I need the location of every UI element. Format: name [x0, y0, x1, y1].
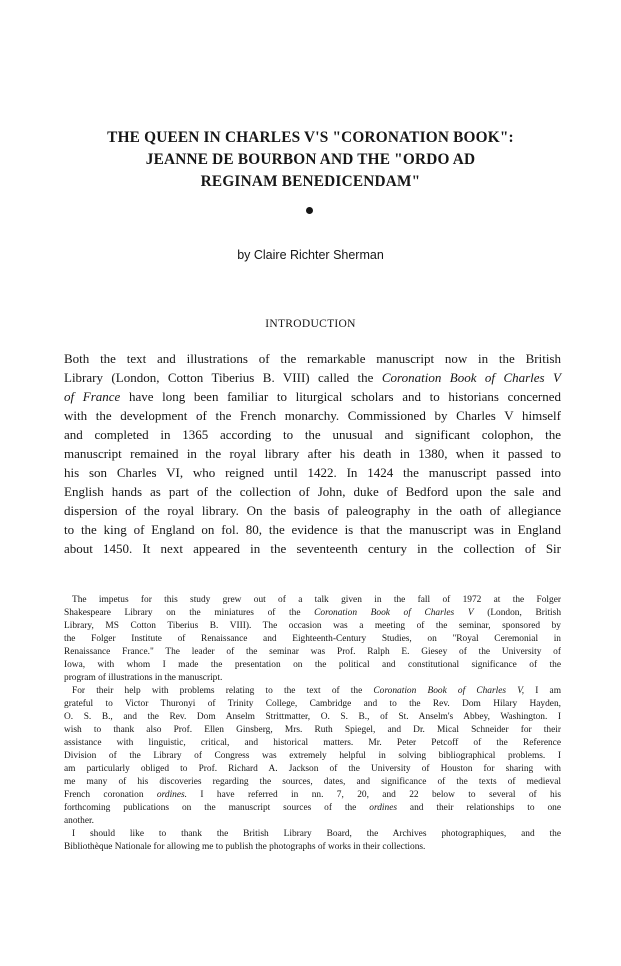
- ornament-bullet: [306, 207, 313, 214]
- text-run: English hands as part of the collection of John, duke of Bedford upon the sale and: [64, 484, 561, 499]
- title-line-3: REGINAM BENEDICENDAM": [200, 173, 421, 190]
- title-line-2: JEANNE DE BOURBON AND THE "ORDO AD: [145, 151, 476, 168]
- text-run: his son Charles VI, who reigned until 1422. In 1424 the manuscript passed into: [64, 465, 561, 480]
- body-text-line: [64, 501, 561, 520]
- footnote-line: [64, 802, 561, 815]
- footnote-line: [64, 737, 561, 750]
- footnote-line: [64, 620, 561, 633]
- text-run: Iowa, with whom I made the presentation on the political and constitutional significance of the: [64, 660, 561, 670]
- footnote-line: [64, 776, 561, 789]
- body-text-line: [64, 539, 561, 558]
- italic-title-text: ordines.: [156, 790, 188, 800]
- author-byline: by Claire Richter Sherman: [237, 248, 384, 262]
- italic-title-text: Coronation Book of Charles V,: [373, 686, 525, 696]
- text-run: with the development of the French monarchy. Commissioned by Charles V himself: [64, 408, 561, 423]
- text-run: Shakespeare Library on the miniatures of the: [64, 608, 315, 618]
- text-run: the Folger Institute of Renaissance and Eighteenth-Century Studies, on "Royal Ceremonial in: [64, 634, 561, 644]
- text-run: to the king of England on fol. 80, the evidence is that the manuscript was in England: [64, 522, 561, 537]
- footnote-line: [64, 698, 561, 711]
- footnote-line: [64, 789, 561, 802]
- italic-title-text: Coronation Book of Charles V: [381, 370, 561, 385]
- body-text-line: [64, 349, 561, 368]
- article-title: [0, 127, 621, 193]
- footnote-line: [64, 763, 561, 776]
- italic-title-text: Coronation Book of Charles V: [314, 608, 474, 618]
- text-run: Library, MS Cotton Tiberius B. VIII). The occasion was a meeting of the seminar, sponsored by: [64, 621, 561, 631]
- text-run: grateful to Victor Thuronyi of Trinity College, Cambridge and to the Rev. Dom Hilary Hayden,: [64, 699, 561, 709]
- body-text-line: [64, 406, 561, 425]
- italic-title-text: of France: [64, 389, 121, 404]
- text-run: and their relationships to one: [397, 803, 561, 813]
- text-run: have long been familiar to liturgical scholars and to historians concerned: [120, 389, 562, 404]
- text-run: French coronation: [64, 790, 157, 800]
- footnote: [64, 594, 561, 854]
- text-run: another.: [64, 816, 94, 826]
- footnote-line: [64, 841, 561, 854]
- text-run: manuscript remained in the royal library after his death in 1380, when it passed to: [64, 446, 561, 461]
- footnote-line: [64, 724, 561, 737]
- footnote-line: [64, 672, 561, 685]
- text-run: me many of his discoveries regarding the sources, dates, and significance of the texts of medieval: [64, 777, 561, 787]
- footnote-line: [64, 828, 561, 841]
- text-run: program of illustrations in the manuscript.: [64, 673, 223, 683]
- text-run: Bibliothèque Nationale for allowing me to publish the photographs of works in their collections.: [64, 842, 426, 852]
- text-run: dispersion of the royal library. On the basis of paleography in the oath of allegiance: [64, 503, 561, 518]
- text-run: I have referred in nn. 7, 20, and 22 below to several of his: [187, 790, 561, 800]
- text-run: For their help with problems relating to the text of the: [72, 686, 374, 696]
- text-run: (London, British: [473, 608, 562, 618]
- title-line-1: THE QUEEN IN CHARLES V'S "CORONATION BOOK":: [107, 129, 514, 146]
- footnote-line: [64, 750, 561, 763]
- body-text: [64, 349, 561, 558]
- footnote-line: [64, 711, 561, 724]
- text-run: Library (London, Cotton Tiberius B. VIII) called the: [64, 370, 382, 385]
- body-text-line: [64, 482, 561, 501]
- body-text-line: [64, 387, 561, 406]
- text-run: O. S. B., and the Rev. Dom Anselm Strittmatter, O. S. B., of St. Anselm's Abbey, Washington. I: [64, 712, 561, 722]
- text-run: forthcoming publications on the manuscript sources of the: [64, 803, 370, 813]
- text-run: I should like to thank the British Library Board, the Archives photographiques, and the: [72, 829, 561, 839]
- text-run: Division of the Library of Congress was extremely helpful in solving bibliographical problems. I: [64, 751, 561, 761]
- footnote-line: [64, 815, 561, 828]
- body-text-line: [64, 520, 561, 539]
- footnote-line: [64, 685, 561, 698]
- text-run: about 1450. It next appeared in the seventeenth century in the collection of Sir: [64, 541, 561, 556]
- text-run: I am: [524, 686, 561, 696]
- italic-title-text: ordines: [369, 803, 398, 813]
- footnote-line: [64, 659, 561, 672]
- footnote-line: [64, 646, 561, 659]
- body-text-line: [64, 463, 561, 482]
- section-heading: INTRODUCTION: [265, 318, 356, 330]
- footnote-line: [64, 633, 561, 646]
- text-run: assistance with linguistic, critical, and historical matters. Mr. Peter Petcoff of the Reference: [64, 738, 561, 748]
- footnote-line: [64, 594, 561, 607]
- text-run: Both the text and illustrations of the remarkable manuscript now in the British: [64, 351, 561, 366]
- text-run: wish to thank also Prof. Ellen Ginsberg, Mrs. Ruth Spiegel, and Dr. Mical Schneider for their: [64, 725, 561, 735]
- text-run: Renaissance France." The leader of the seminar was Prof. Ralph E. Giesey of the University of: [64, 647, 561, 657]
- body-text-line: [64, 444, 561, 463]
- text-run: am particularly obliged to Prof. Richard A. Jackson of the University of Houston for sharing with: [64, 764, 561, 774]
- text-run: and completed in 1365 according to the unusual and significant colophon, the: [64, 427, 561, 442]
- body-text-line: [64, 425, 561, 444]
- text-run: The impetus for this study grew out of a talk given in the fall of 1972 at the Folger: [72, 595, 561, 605]
- body-text-line: [64, 368, 561, 387]
- footnote-line: [64, 607, 561, 620]
